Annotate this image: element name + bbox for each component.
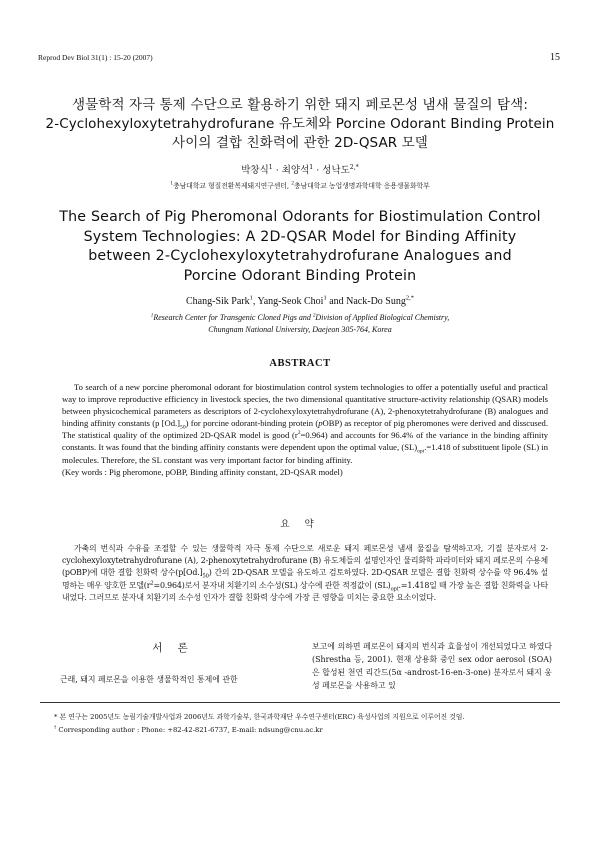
english-title-line-3: between 2-Cyclohexyloxytetrahydrofurane Analogues and [88, 248, 512, 264]
english-author-2: Yang-Seok Choi [257, 296, 324, 307]
english-affiliation-line-1 [40, 312, 560, 324]
abstract-text-3: OBP) as receptor of pig pheromones were derived and disscused. The statistical quality of the optimized 2D-QSAR model is good (r [62, 418, 548, 441]
corresponding-author-text: Corresponding author : Phone: +82-42-821-6737, E-mail: ndsung@cnu.ac.kr [56, 726, 323, 734]
dagger-mark: † [54, 725, 57, 731]
author-separator: , [252, 296, 258, 307]
korean-affiliation-1: 충남대학교 형질전환복제돼지연구센터, [173, 182, 292, 190]
abstract-subscript-opt: opt [417, 449, 425, 456]
footnotes [54, 711, 554, 737]
abstract-text-2: ) for porcine odorant-binding protein ( [185, 418, 319, 429]
korean-abstract-heading: 요 약 [280, 519, 320, 530]
korean-title-line-3: 사이의 결합 친화력에 관한 2D-QSAR 모델 [172, 135, 428, 151]
right-column [312, 640, 552, 692]
english-author-2-mark: 1 [323, 294, 327, 302]
korean-abstract-body [62, 543, 548, 604]
running-head [38, 52, 560, 63]
corresponding-author-footnote [54, 724, 554, 737]
korean-affiliation-2: 충남대학교 농업생명과학대학 응용생물화학부 [294, 182, 430, 190]
korean-title-line-1: 생물학적 자극 통제 수단으로 활용하기 위한 돼지 페로몬성 냄새 물질의 탐색: [72, 97, 528, 113]
english-author-1-mark: 1 [249, 294, 253, 302]
english-authors [40, 296, 560, 307]
english-author-3-mark: 2,* [405, 294, 414, 302]
abstract-italic-p: p [318, 418, 323, 429]
korean-affiliation [40, 180, 560, 190]
affiliation-mark-1: 1 [170, 181, 174, 187]
korean-author-2-mark: 1 [309, 163, 314, 171]
korean-authors [40, 162, 560, 176]
author-separator: and [326, 296, 347, 307]
english-title-line-2: System Technologies: A 2D-QSAR Model for Binding Affinity [83, 228, 517, 245]
affiliation-mark-2: 2 [291, 181, 295, 187]
left-column [48, 640, 298, 686]
korean-title-line-2: 2-Cyclohexyloxytetrahydrofurane 유도체와 Porcine Odorant Binding Protein [45, 116, 555, 132]
korean-title [40, 96, 560, 153]
english-affiliation [40, 312, 560, 336]
introduction-heading: 서 론 [152, 642, 194, 654]
page-number: 15 [550, 52, 560, 63]
english-affiliation-line-2: Chungnam National University, Daejeon 305-764, Korea [208, 325, 392, 334]
abstract-text-5: .=1.418 of substituent lipole (SL) in molecules. Therefore, the SL constant was very important factor for binding affinity. [62, 442, 548, 465]
abstract-superscript-2: 2 [297, 430, 301, 437]
journal-citation: Reprod Dev Biol 31(1) : 15-20 (2007) [38, 53, 153, 62]
keywords: (Key words : Pig pheromone, pOBP, Binding affinity constant, 2D-QSAR model) [62, 466, 343, 477]
abstract-body [62, 381, 548, 478]
abstract-paragraph [62, 381, 548, 466]
english-affiliation-1: Research Center for Transgenic Cloned Pigs and [153, 313, 313, 322]
abstract-subscript-50: 50 [180, 425, 186, 431]
introduction-left-text: 근래, 돼지 페로몬을 이용한 생물학적인 통제에 관한 [60, 675, 238, 684]
footnote-divider [40, 702, 560, 703]
korean-abstract-subscript-opt: opt [390, 586, 399, 593]
korean-abstract-text-1: 가축의 번식과 수유를 조절할 수 있는 생물학적 자극 통제 수단으로 새로운 돼지 페로몬성 냄새 물질을 탐색하고자, 기질 분자로서 2-cyclohexyloxytetrahydrofurane (A), 2-phenoxytetrahydrofurane (B) 유도체들의 설명인자인 물리화학 파라미터와 돼지 페로몬의 수용체 (pOBP)에 대한 결합 친화력 상수(p[Od.] [62, 544, 548, 578]
author-separator: · [272, 165, 282, 176]
funding-footnote: * 본 연구는 2005년도 농림기술개발사업과 2006년도 과학기술부, 한국과학재단 우수연구센터(ERC) 육성사업의 지원으로 이루어진 것임. [54, 713, 465, 721]
english-affiliation-2: Division of Applied Biological Chemistry, [315, 313, 450, 322]
affiliation-mark-1: 1 [150, 312, 154, 319]
korean-author-3: 성낙도 [322, 165, 350, 176]
english-author-1: Chang-Sik Park [186, 296, 250, 307]
korean-author-2: 최양석 [281, 165, 310, 176]
abstract-text-4: =0.964) and accounts for 96.4% of the variance in the binding affinity constants. It was found that the binding affinity constants were dependent upon the optimal value, (SL) [62, 430, 548, 453]
korean-abstract-superscript-2: 2 [150, 579, 154, 586]
english-title-line-4: Porcine Odorant Binding Protein [183, 267, 417, 284]
korean-author-1-mark: 1 [268, 163, 273, 171]
author-separator: · [313, 165, 323, 176]
korean-abstract-subscript-50: 50 [202, 573, 209, 580]
korean-author-3-mark: 2,* [349, 163, 359, 171]
abstract-heading: ABSTRACT [269, 358, 331, 369]
english-author-3: Nack-Do Sung [346, 296, 406, 307]
korean-abstract-text-3: =0.964)로서 분자내 치환기의 소수성(SL) 상수에 관한 적정값이 (SL) [153, 580, 391, 590]
english-title-line-1: The Search of Pig Pheromonal Odorants for Biostimulation Control [59, 209, 541, 225]
abstract-text-1: To search of a new porcine pheromonal odorant for biostimulation control system technologies to offer a potentially useful and practical way to improve reproductive efficiency in livestock species, the two dimensional quantitative structure-activity relationship (QSAR) models between physicochemical parameters as descriptors of 2-cyclohexyloxytetrahydrofurane (A), 2-phenoxytetrahydrofurane (B) analogues and binding affinity constants (p [Od.] [62, 382, 548, 429]
korean-abstract-text-2: ) 간의 2D-QSAR 모델을 유도하고 검토하였다. 2D-QSAR 모델은 결합 친화력 상수를 약 96.4% 설명하는 매우 양호한 모델(r [62, 568, 548, 590]
korean-abstract-text-4: .=1.418일 때 가장 높은 결합 친화력을 나타내었다. 그러므로 분자내 치환기의 소수성 인자가 결합 친화력 상수에 가장 큰 영향을 미치는 중요한 요소이었다. [62, 580, 548, 602]
korean-abstract-paragraph [62, 543, 548, 604]
korean-author-1: 박창식 [241, 165, 269, 176]
english-title [40, 208, 560, 286]
introduction-right-text: 보고에 의하면 페로몬이 돼지의 번식과 효율성이 개선되었다고 하였다(Shrestha 등, 2001). 현재 상용화 중인 sex odor aerosol (SOA)은 합성된 천연 리간드(5α -androst-16-en-3-one) 분자로서 돼지 웅성 페로몬을 사용하고 있 [312, 642, 552, 690]
affiliation-mark-2: 2 [312, 312, 316, 319]
